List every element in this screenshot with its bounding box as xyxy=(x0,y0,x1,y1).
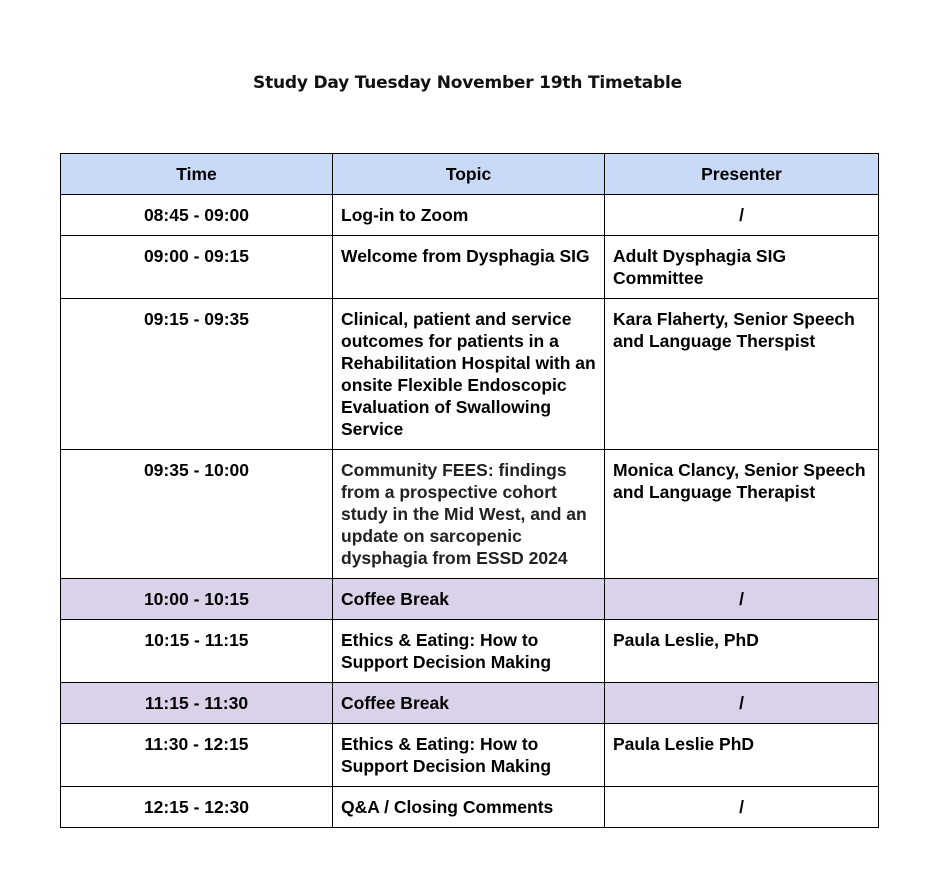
table-row xyxy=(61,787,879,828)
row-topic: Welcome from Dysphagia SIG xyxy=(333,236,605,299)
row-time: 09:15 - 09:35 xyxy=(61,299,333,450)
row-presenter: Paula Leslie, PhD xyxy=(605,620,879,683)
row-presenter: / xyxy=(605,683,879,724)
row-time: 09:00 - 09:15 xyxy=(61,236,333,299)
table-row-break xyxy=(61,683,879,724)
row-topic: Q&A / Closing Comments xyxy=(333,787,605,828)
row-time: 11:15 - 11:30 xyxy=(61,683,333,724)
row-topic: Community FEES: findings from a prospective cohort study in the Mid West, and an update on sarcopenic dysphagia from ESSD 2024 xyxy=(333,450,605,579)
table-row xyxy=(61,299,879,450)
table-header-row xyxy=(61,154,879,195)
row-time: 08:45 - 09:00 xyxy=(61,195,333,236)
row-topic: Clinical, patient and service outcomes for patients in a Rehabilitation Hospital with an onsite Flexible Endoscopic Evaluation of Swallowing Service xyxy=(333,299,605,450)
row-presenter: Adult Dysphagia SIG Committee xyxy=(605,236,879,299)
row-presenter: / xyxy=(605,787,879,828)
row-presenter: Paula Leslie PhD xyxy=(605,724,879,787)
header-topic: Topic xyxy=(333,154,605,195)
row-presenter: Kara Flaherty, Senior Speech and Language Therspist xyxy=(605,299,879,450)
header-presenter: Presenter xyxy=(605,154,879,195)
row-time: 11:30 - 12:15 xyxy=(61,724,333,787)
row-topic: Log-in to Zoom xyxy=(333,195,605,236)
row-topic: Ethics & Eating: How to Support Decision Making xyxy=(333,620,605,683)
table-row xyxy=(61,620,879,683)
table-row xyxy=(61,724,879,787)
table-row xyxy=(61,195,879,236)
row-topic: Coffee Break xyxy=(333,579,605,620)
timetable xyxy=(60,153,879,828)
row-time: 09:35 - 10:00 xyxy=(61,450,333,579)
row-topic: Coffee Break xyxy=(333,683,605,724)
row-presenter: / xyxy=(605,195,879,236)
row-presenter: / xyxy=(605,579,879,620)
table-row-break xyxy=(61,579,879,620)
row-presenter: Monica Clancy, Senior Speech and Language Therapist xyxy=(605,450,879,579)
table-row xyxy=(61,236,879,299)
page-title: Study Day Tuesday November 19th Timetable xyxy=(253,73,682,93)
row-topic: Ethics & Eating: How to Support Decision Making xyxy=(333,724,605,787)
row-time: 12:15 - 12:30 xyxy=(61,787,333,828)
row-time: 10:15 - 11:15 xyxy=(61,620,333,683)
table-row xyxy=(61,450,879,579)
header-time: Time xyxy=(61,154,333,195)
row-time: 10:00 - 10:15 xyxy=(61,579,333,620)
